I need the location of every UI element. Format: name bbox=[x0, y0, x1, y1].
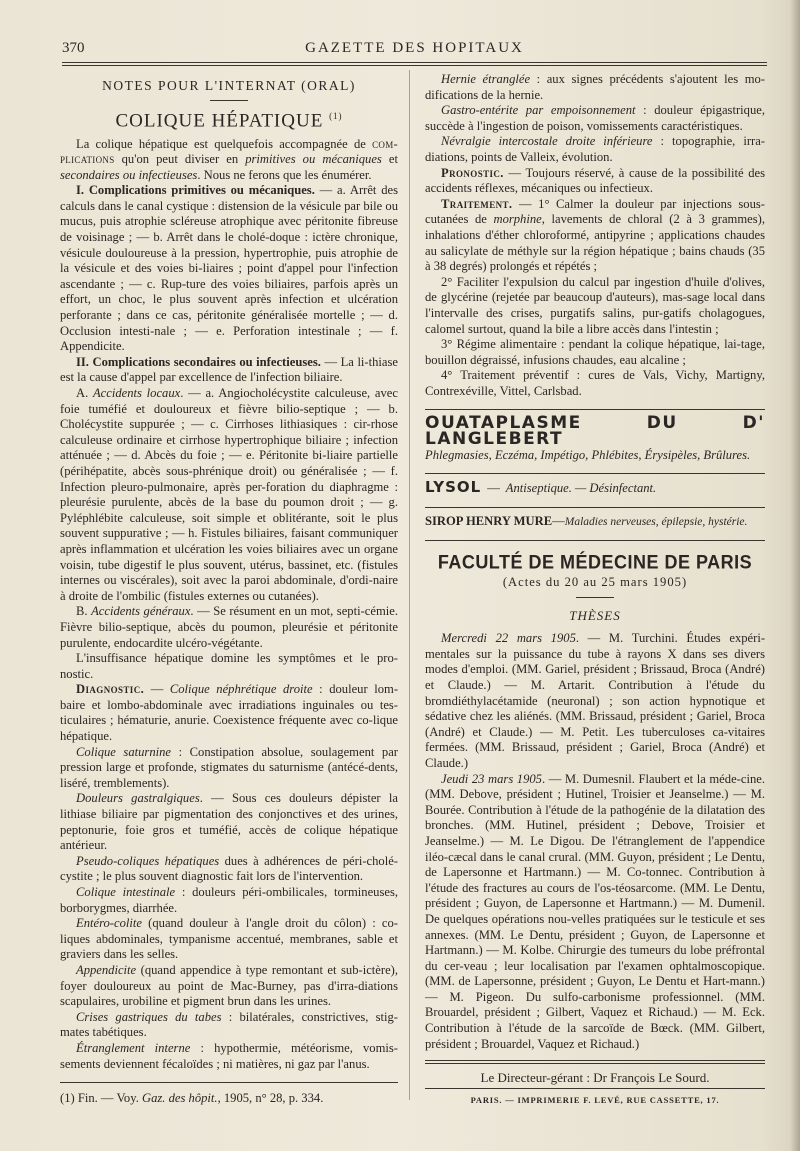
ad-ouataplasme bbox=[425, 413, 765, 463]
paragraph: L'insuffisance hépatique domine les symptômes et le pro-nostic. bbox=[60, 651, 398, 681]
printer-line: PARIS. — IMPRIMERIE F. LEVÉ, RUE CASSETTE, 17. bbox=[470, 1094, 720, 1105]
paragraph: Pronostic. — Toujours réservé, à cause de la possibilité des accidents réflexes, mécaniques ou infectieux. bbox=[425, 165, 765, 196]
ad-title: LYSOL bbox=[425, 478, 482, 497]
paragraph: Névralgie intercostale droite inférieure : topographie, irra-diations, points de Valleix, évolution. bbox=[425, 134, 766, 164]
ad-rule bbox=[425, 409, 765, 410]
paragraph: La colique hépatique est quelquefois accompagnée de com-plications qu'on peut diviser en primitives ou mécaniques et secondaires ou infectieuses. Nous ne ferons que les énumérer. bbox=[60, 136, 398, 182]
footnote-rule bbox=[60, 1082, 398, 1083]
article-note-ref: (1) bbox=[329, 110, 343, 121]
paragraph: I. Complications primitives ou mécaniques. — a. Arrêt des calculs dans le canal cystique : distension de la vésicule par bile ou mucus, puis atrophie scléreuse atrophique avec péritonite fibreuse de voisinage ; — b. Arrêt dans le cholé-doque : ictère chronique, vésicule douloureuse à la pression, hypertrophie, puis atrophie de la vésicule et des voies bi-liaires ; point d'appel pour l'infection ascendante ; — c. Rup-ture des voies biliaires, parfois après un effort, un choc, le plus souvent après infection et ulcération perforante ; dans ce cas, péritonite généralisée mortelle ; — d. Occlusion intesti-nale ; — e. Perforation intestinale ; — f. Appendicite. bbox=[60, 183, 399, 354]
ad-dash: — bbox=[552, 513, 565, 528]
ad-title: SIROP HENRY MURE bbox=[425, 513, 553, 528]
section-title: NOTES POUR L'INTERNAT (ORAL) bbox=[102, 78, 356, 93]
header-rule bbox=[62, 62, 767, 63]
paragraph: 4° Traitement préventif : cures de Vals, Vichy, Martigny, Contrexéville, Vittel, Carlsbad. bbox=[425, 368, 765, 398]
article-title-text: COLIQUE HÉPATIQUE bbox=[115, 109, 324, 131]
theses-paragraph: Jeudi 23 mars 1905. — M. Dumesnil. Flaubert et la méde-cine. (MM. Debove, président ; Hutinel, Troisier et Jeanselme.) — M. Bourée. Contribution à l'étude de la pathogénie de la dilatation des bronches. (MM. Hutinel, président ; Debove, Troisier et Jeanselme.) — M. Le Digou. De l'étranglement de l'appendice iléo-cæcal dans le canal crural. (MM. Guyon, président ; Le Dentu, de Lapersonne et Hartmann.) — M. Co-tonnec. Contribution à l'étude des fractures au cours de l'os-téosarcome. (MM. Le Dentu, président ; Guyon, de Lapersonne et Hartmann.) — M. Dumenil. De quelques opérations nou-velles pratiquées sur le testicule et ses annexes. (MM. Le Dentu, président ; Guyon, de Lapersonne et Hartmann.) — M. Kolbe. Chirurgie des tumeurs du lobe préfrontal du cer-veau ; leur localisation par l'examen ophtalmoscopique. (MM. de Lapersonne, président ; Guyon, Le Dentu et Hart-mann.) — M. Pigeon. Du sulfo-carbonisme professionnel. (MM. Brouardel, président ; Gilbert, Vaquez et Richaud.) — M. Eck. Contribution à l'étude de la sarcoïde de Bœck. (MM. Gilbert, président ; Brouardel, Vaquez et Richaud.) bbox=[425, 771, 765, 1051]
paragraph: B. Accidents généraux. — Se résument en un mot, septi-cémie. Fièvre bilio-septique, abcès du poumon, pleurésie et péritonite purulente, endocardite ulcéro-végétante. bbox=[60, 604, 398, 650]
ad-rule bbox=[425, 507, 765, 508]
paragraph: Étranglement interne : hypothermie, météorisme, vomis-sements deviennent fécaloïdes ; ni matières, ni gaz par l'anus. bbox=[60, 1040, 398, 1071]
ad-rule bbox=[425, 540, 765, 541]
paragraph: Hernie étranglée : aux signes précédents s'ajoutent les mo-difications de la hernie. bbox=[425, 72, 765, 102]
paragraph: Colique saturnine : Constipation absolue, soulagement par pression large et profonde, stigmates du saturnisme (antécé-dents, liséré, tremblements). bbox=[60, 744, 398, 790]
ad-dash: — bbox=[487, 481, 500, 496]
paragraph: Gastro-entérite par empoisonnement : douleur épigastrique, succède à l'ingestion de poison, vomissements caractéristiques. bbox=[425, 103, 765, 133]
paragraph: Pseudo-coliques hépatiques dues à adhérences de péri-cholé-cystite ; le plus souvent diagnostic fait lors de l'intervention. bbox=[60, 853, 398, 884]
printer-rule bbox=[425, 1088, 765, 1089]
paragraph: Entéro-colite (quand douleur à l'angle droit du côlon) : co-liques abdominales, tympanisme accentué, membranes, sable et graviers dans les selles. bbox=[60, 916, 398, 962]
ad-subtitle: Phlegmasies, Eczéma, Impétigo, Phlébites, Érysipèles, Brûlures. bbox=[425, 447, 751, 462]
article-title bbox=[60, 109, 398, 129]
faculty-title: FACULTÉ DE MÉDECINE DE PARIS bbox=[437, 551, 753, 574]
paragraph: 2° Faciliter l'expulsion du calcul par ingestion d'huile d'olives, de glycérine (rejetée par beaucoup d'auteurs), mas-sage local dans l'intervalle des crises, purgatifs salins, pur-gatifs cholagogues, calomel surtout, quand la bile a libre accès dans l'intestin ; bbox=[425, 274, 765, 336]
ad-lysol bbox=[425, 480, 765, 497]
right-column bbox=[425, 72, 765, 1108]
theses-paragraph: Mercredi 22 mars 1905. — M. Turchini. Études expéri-mentales sur la puissance du tube à rayons X dans ses divers modes d'emploi. (MM. Gariel, président ; Brissaud, Broca (André) et Claude.) — M. Artarit. Contribution à l'étude du bromdiéthylacétamide (neuronal) ; son action hypnotique et sédative chez les aliénés. (MM. Brissaud, président ; Gariel, Broca (André) et Claude.) — M. Petit. Les tuberculoses ca-vitaires fermées. (MM. Brissaud, président ; Gariel, Broca (André) et Claude.) bbox=[425, 631, 766, 770]
theses-heading: THÈSES bbox=[569, 607, 621, 623]
page-number: 370 bbox=[62, 40, 85, 56]
director-line: Le Directeur-gérant : Dr François Le Sourd. bbox=[480, 1070, 710, 1086]
header-rule-2 bbox=[62, 65, 767, 66]
column-divider bbox=[409, 70, 410, 1100]
paragraph: Crises gastriques du tabes : bilatérales, constrictives, stig-mates tabétiques. bbox=[60, 1009, 398, 1040]
faculty-rule bbox=[576, 597, 614, 598]
ad-subtitle: Maladies nerveuses, épilepsie, hystérie. bbox=[564, 515, 748, 528]
paragraph: Appendicite (quand appendice à type remontant et sub-ictère), foyer douloureux au point de Mac-Burney, pas d'irra-diations scapulaires, urobiline et pigment brun dans les urines. bbox=[60, 962, 398, 1009]
ad-subtitle: Antiseptique. — Désinfectant. bbox=[505, 481, 657, 496]
closing-rule bbox=[425, 1060, 765, 1064]
paragraph: Traitement. — 1° Calmer la douleur par injections sous-cutanées de morphine, lavements de chloral (2 à 3 grammes), inhalations d'éther chloroformé, antipyrine ; applications chaudes au salicylate de méthyle sur la région hépatique ; bains chauds (35 à 38 degrés) prolongés et répétés ; bbox=[425, 196, 765, 274]
faculty-dates: (Actes du 20 au 25 mars 1905) bbox=[502, 575, 688, 590]
paragraph: Colique intestinale : douleurs péri-ombilicales, tormineuses, borborygmes, diarrhée. bbox=[60, 885, 398, 915]
paragraph: Diagnostic. — Colique néphrétique droite : douleur lom-baire et lombo-abdominale avec irradiations inguinales ou tes-ticulaires ; hématurie, anurie. Coexistence fréquente avec co-lique hépatique. bbox=[60, 682, 399, 744]
footnote: (1) Fin. — Voy. Gaz. des hôpit., 1905, n° 28, p. 334. bbox=[60, 1091, 324, 1106]
section-rule bbox=[210, 100, 248, 101]
page-edge-shadow bbox=[790, 0, 800, 1151]
journal-title: GAZETTE DES HOPITAUX bbox=[305, 40, 524, 56]
paragraph: A. Accidents locaux. — a. Angiocholécystite calculeuse, avec foie tuméfié et douloureux et fièvre bilio-septique ; — b. Cholécystite suppurée ; — c. Cirrhoses lithiasiques : cir-rhose calculeuse ordinaire et cirrhose hypertrophique biliaire ; infection atténuée ; — d. Abcès du foie ; — e. Péritonite bi-liaire partielle (périhépatite, abcès sous-phrénique droit) ou généralisée ; — f. Infection pleuro-pulmonaire, après per-foration du diaphragme : pleurésie purulente, abcès de la base du poumon droit ; — g. Pyléphlébite calculeuse, soit simple et oblitérante, soit le plus souvent suppurative ; — h. Fistules biliaires, faisant communiquer après inflammation et ulcération les voies biliaires avec un organe voisin, tube digestif le plus souvent, utérus, bassinet, etc. (fistules internes ou viscérales), soit avec la paroi abdominale, d'ordi-naire à droite de l'ombilic (fistules externes ou cutanées). bbox=[60, 386, 398, 603]
paragraph: 3° Régime alimentaire : pendant la colique hépatique, lai-tage, bouillon dégraissé, infusions chaudes, eau alcaline ; bbox=[425, 337, 765, 367]
paragraph: II. Complications secondaires ou infectieuses. — La li-thiase est la cause d'appel par excellence de l'infection biliaire. bbox=[60, 354, 399, 385]
ad-title: OUATAPLASME DU D' LANGLEBERT bbox=[425, 413, 765, 450]
left-column bbox=[60, 72, 398, 1107]
paragraph: Douleurs gastralgiques. — Sous ces douleurs dépister la lithiase biliaire par pigmentation des conjonctives et des urines, peptonurie, foie gros et tuméfié, accès de colique hépatique antérieur. bbox=[60, 791, 398, 853]
running-header bbox=[62, 40, 767, 60]
ad-rule bbox=[425, 473, 765, 474]
ad-sirop bbox=[425, 514, 765, 531]
